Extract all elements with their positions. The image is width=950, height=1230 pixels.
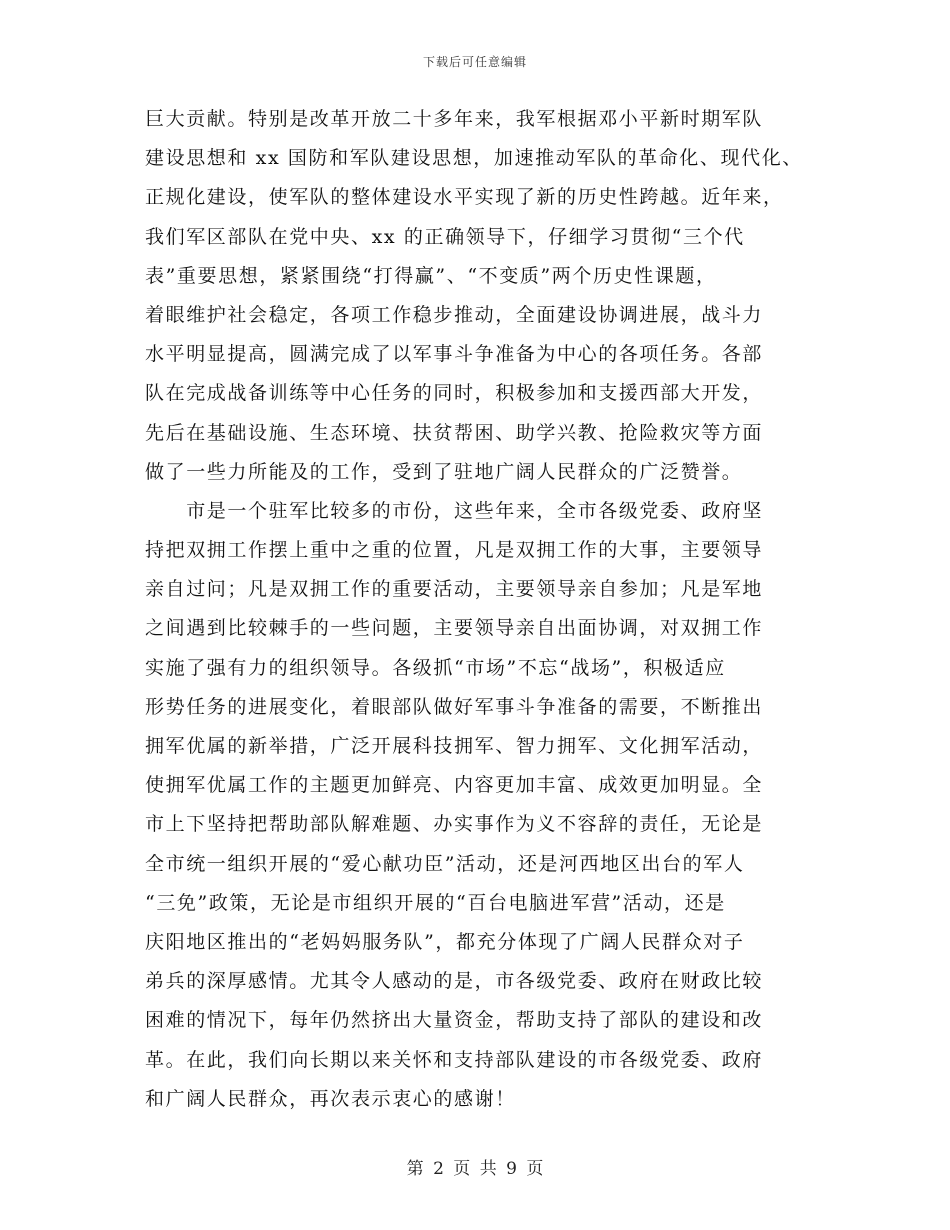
- text-line: 形势任务的进展变化，着眼部队做好军事斗争准备的需要，不断推出: [145, 695, 764, 718]
- text-line: 做了一些力所能及的工作，受到了驻地广阔人民群众的广泛赞誉。: [145, 460, 743, 483]
- text-line: 先后在基础设施、生态环境、扶贫帮困、助学兴教、抢险救灾等方面: [145, 421, 764, 444]
- page-header: 下载后可任意编辑: [422, 55, 527, 69]
- text-line: 困难的情况下，每年仍然挤出大量资金，帮助支持了部队的建设和改: [145, 1009, 764, 1032]
- text-line: 使拥军优属工作的主题更加鲜亮、内容更加丰富、成效更加明显。全: [145, 774, 764, 797]
- text-line: 弟兵的深厚感情。尤其令人感动的是，市各级党委、政府在财政比较: [145, 970, 764, 993]
- text-line: 亲自过问；凡是双拥工作的重要活动，主要领导亲自参加；凡是军地: [145, 578, 764, 601]
- text-line: 队在完成战备训练等中心任务的同时，积极参加和支援西部大开发，: [145, 382, 764, 405]
- text-line: 拥军优属的新举措，广泛开展科技拥军、智力拥军、文化拥军活动，: [145, 735, 764, 757]
- text-line: 水平明显提高，圆满完成了以军事斗争准备为中心的各项任务。各部: [145, 343, 764, 366]
- text-line: 我们军区部队在党中央、xx 的正确领导下，仔细学习贯彻“三个代: [145, 225, 745, 248]
- text-line: 市是一个驻军比较多的市份，这些年来，全市各级党委、政府坚: [145, 499, 764, 522]
- text-line: 建设思想和 xx 国防和军队建设思想，加速推动军队的革命化、现代化、: [145, 147, 803, 170]
- text-line: 革。在此，我们向长期以来关怀和支持部队建设的市各级党委、政府: [145, 1048, 764, 1071]
- text-line: 着眼维护社会稳定，各项工作稳步推动，全面建设协调进展，战斗力: [145, 303, 764, 326]
- text-line: 之间遇到比较棘手的一些问题，主要领导亲自出面协调，对双拥工作: [145, 617, 764, 640]
- text-line: 庆阳地区推出的“老妈妈服务队”，都充分体现了广阔人民群众对子: [145, 930, 745, 953]
- text-line: 表”重要思想，紧紧围绕“打得赢”、“不变质”两个历史性课题，: [145, 264, 717, 287]
- text-line: 市上下坚持把帮助部队解难题、办实事作为义不容辞的责任，无论是: [145, 813, 764, 836]
- text-line: 持把双拥工作摆上重中之重的位置，凡是双拥工作的大事，主要领导: [145, 539, 764, 562]
- text-line: “三免”政策，无论是市组织开展的“百台电脑进军营”活动，还是: [145, 891, 726, 914]
- text-line: 实施了强有力的组织领导。各级抓“市场”不忘“战场”，积极适应: [145, 656, 726, 679]
- text-line: 和广阔人民群众，再次表示衷心的感谢！: [145, 1087, 516, 1110]
- text-line: 正规化建设，使军队的整体建设水平实现了新的历史性跨越。近年来，: [145, 186, 784, 209]
- text-line: 全市统一组织开展的“爱心献功臣”活动，还是河西地区出台的军人: [145, 852, 745, 875]
- document-body: [145, 100, 805, 1119]
- text-line: 巨大贡献。特别是改革开放二十多年来，我军根据邓小平新时期军队: [145, 108, 764, 130]
- page-number: 第 2 页 共 9 页: [406, 1159, 544, 1179]
